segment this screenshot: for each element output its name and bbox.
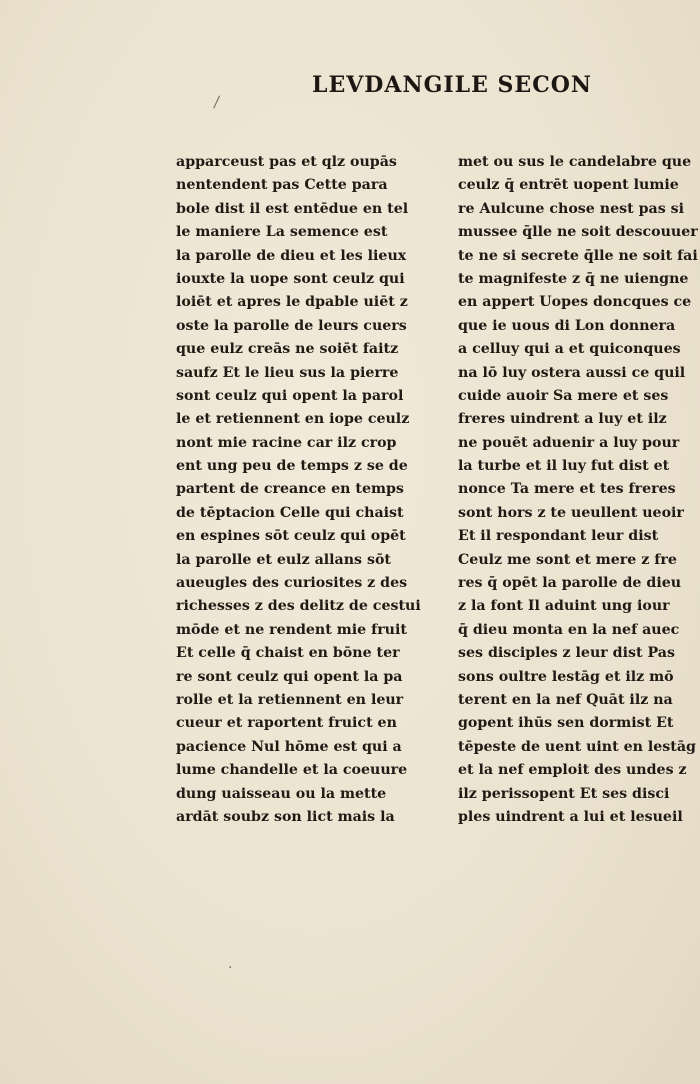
text-line: re sont ceulz qui opent la pa (176, 668, 403, 685)
text-line: la parolle et eulz allans sōt (176, 551, 391, 568)
left-text-column (176, 151, 421, 829)
text-line: re Aulcune chose nest pas si (458, 200, 684, 217)
text-line: mōde et ne rendent mie fruit (176, 621, 407, 638)
text-line: que eulz creās ne soiēt faitz (176, 341, 399, 358)
text-line: et la nef emploit des undes z (458, 762, 687, 779)
text-line: mussee q̄lle ne soit descouuer (458, 224, 698, 241)
text-line: freres uindrent a luy et ilz (458, 411, 667, 428)
text-line: Et il respondant leur dist (458, 528, 659, 545)
running-head: LEVDANGILE SECON (312, 72, 592, 98)
text-line: en appert Uopes doncques ce (458, 294, 692, 311)
text-line: sons oultre lestāg et ilz mō (458, 668, 674, 685)
margin-mark: · (228, 960, 233, 976)
text-line: que ie uous di Lon donnera (458, 317, 676, 334)
text-line: tēpeste de uent uint en lestāg (458, 738, 696, 755)
text-line: ceulz q̄ entrēt uopent lumie (458, 177, 679, 194)
text-line: terent en la nef Quāt ilz na (458, 691, 673, 708)
text-line: ilz perissopent Et ses disci (458, 785, 670, 802)
text-line: cueur et raportent fruict en (176, 715, 397, 732)
text-line: sont hors z te ueullent ueoir (458, 504, 684, 521)
text-line: la turbe et il luy fut dist et (458, 458, 670, 475)
text-line: cuide auoir Sa mere et ses (458, 387, 669, 404)
text-line: dung uaisseau ou la mette (176, 785, 387, 802)
text-line: te ne si secrete q̄lle ne soit fai (458, 247, 698, 264)
text-line: le maniere La semence est (176, 224, 388, 241)
text-line: nont mie racine car ilz crop (176, 434, 397, 451)
text-line: en espines sōt ceulz qui opēt (176, 528, 406, 545)
text-line: lume chandelle et la coeuure (176, 762, 408, 779)
text-line: ardāt soubz son lict mais la (176, 808, 395, 825)
text-line: iouxte la uope sont ceulz qui (176, 270, 405, 287)
text-line: nentendent pas Cette para (176, 177, 388, 194)
text-line: bole dist il est entēdue en tel (176, 200, 409, 217)
text-line: aueugles des curiosites z des (176, 575, 408, 592)
text-line: ne pouēt aduenir a luy pour (458, 434, 680, 451)
text-line: richesses z des delitz de cestui (176, 598, 421, 615)
text-line: Ceulz me sont et mere z fre (458, 551, 677, 568)
text-line: z la font Il aduint ung iour (458, 598, 670, 615)
text-line: rolle et la retiennent en leur (176, 691, 404, 708)
text-line: te magnifeste z q̄ ne uiengne (458, 270, 689, 287)
text-line: na lō luy ostera aussi ce quil (458, 364, 686, 381)
text-line: met ou sus le candelabre que (458, 154, 692, 170)
text-line: q̄ dieu monta en la nef auec (458, 621, 680, 638)
text-line: ples uindrent a lui et lesueil (458, 808, 683, 825)
right-text-column (458, 151, 700, 829)
text-line: ses disciples z leur dist Pas (458, 645, 675, 662)
text-line: a celluy qui a et quiconques (458, 341, 681, 358)
text-line: pacience Nul hōme est qui a (176, 738, 402, 755)
text-line: res q̄ opēt la parolle de dieu (458, 575, 682, 592)
text-line: le et retiennent en iope ceulz (176, 411, 410, 428)
text-line: partent de creance en temps (176, 481, 404, 498)
text-line: ent ung peu de temps z se de (176, 458, 408, 475)
text-line: de tēptacion Celle qui chaist (176, 504, 404, 521)
text-line: loiēt et apres le dpable uiēt z (176, 294, 408, 311)
text-line: sont ceulz qui opent la parol (176, 387, 404, 404)
margin-mark: / (212, 91, 221, 112)
text-line: apparceust pas et qlz oupās (176, 154, 397, 170)
text-line: oste la parolle de leurs cuers (176, 317, 407, 334)
text-line: gopent ihūs sen dormist Et (458, 715, 674, 732)
text-line: la parolle de dieu et les lieux (176, 247, 407, 264)
text-line: nonce Ta mere et tes freres (458, 481, 676, 498)
text-line: saufz Et le lieu sus la pierre (176, 364, 399, 381)
text-line: Et celle q̄ chaist en bōne ter (176, 645, 400, 662)
